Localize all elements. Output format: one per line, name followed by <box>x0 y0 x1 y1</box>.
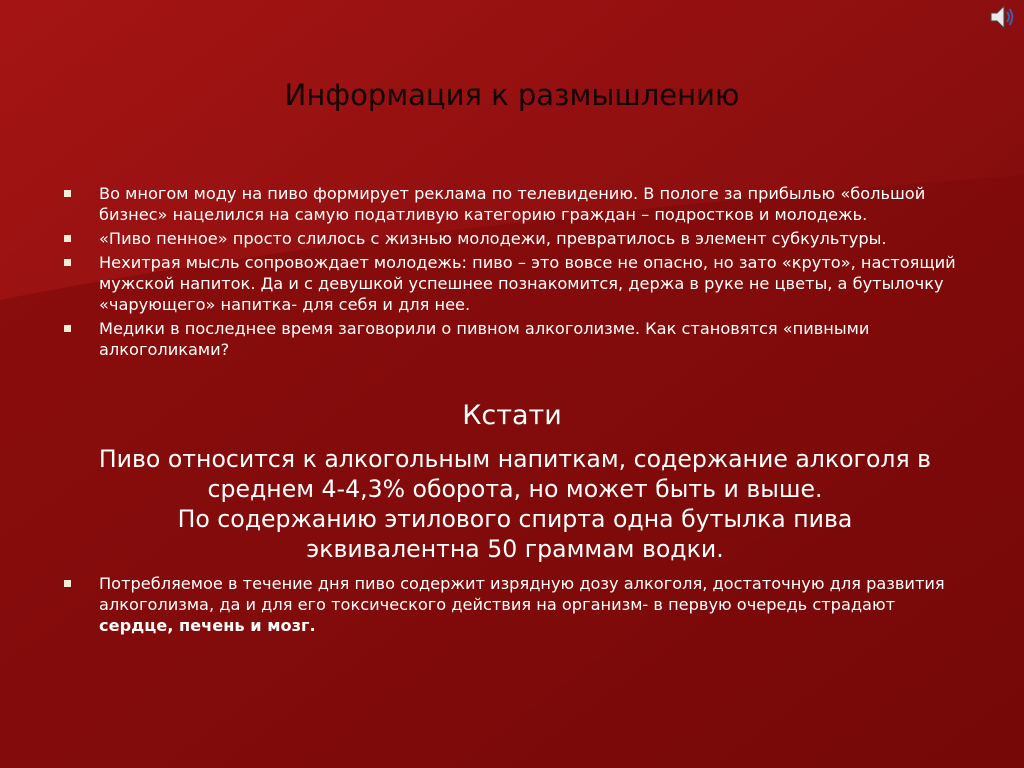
bullet-text-bold: сердце, печень и мозг. <box>99 616 316 635</box>
bullet-text: Медики в последнее время заговорили о пивном алкоголизме. Как становятся «пивными алкоголиками? <box>99 319 870 359</box>
bullet-text: Потребляемое в течение дня пиво содержит изрядную дозу алкоголя, достаточную для развития алкоголизма, да и для его токсического действия на организм- в первую очередь страдают <box>99 574 945 614</box>
bullet-list <box>62 183 962 363</box>
speaker-icon[interactable] <box>988 2 1016 32</box>
bullet-marker <box>64 235 71 242</box>
bullet-text: «Пиво пенное» просто слилось с жизнью молодежи, превратилось в элемент субкультуры. <box>99 229 887 248</box>
statement-line: эквивалентна 50 граммам водки. <box>306 535 724 563</box>
list-item <box>62 228 962 249</box>
bullet-text: Во многом моду на пиво формирует реклама по телевидению. В пологе за прибылью «большой бизнес» нацелился на самую податливую категорию граждан – подростков и молодежь. <box>99 184 926 224</box>
centered-statement <box>60 444 970 564</box>
slide-title: Информация к размышлению <box>284 78 740 112</box>
list-item <box>62 183 962 225</box>
statement-line: По содержанию этилового спирта одна бутылка пива <box>177 505 853 533</box>
list-item <box>62 318 962 360</box>
bullet-marker <box>64 190 71 197</box>
bullet-list-bottom <box>62 573 962 639</box>
list-item <box>62 573 962 636</box>
bullet-text: Нехитрая мысль сопровождает молодежь: пиво – это вовсе не опасно, но зато «круто», настоящий мужской напиток. Да и с девушкой успешнее познакомится, держа в руке не цветы, а бутылочку «чарующего» напитка- для себя и для нее. <box>99 253 956 314</box>
bullet-marker <box>64 325 71 332</box>
bullet-marker <box>64 259 71 266</box>
statement-line: среднем 4-4,3% оборота, но может быть и выше. <box>207 475 823 503</box>
bullet-marker <box>64 580 71 587</box>
list-item <box>62 252 962 315</box>
subheading: Кстати <box>462 400 562 431</box>
statement-line: Пиво относится к алкогольным напиткам, содержание алкоголя в <box>98 445 932 473</box>
